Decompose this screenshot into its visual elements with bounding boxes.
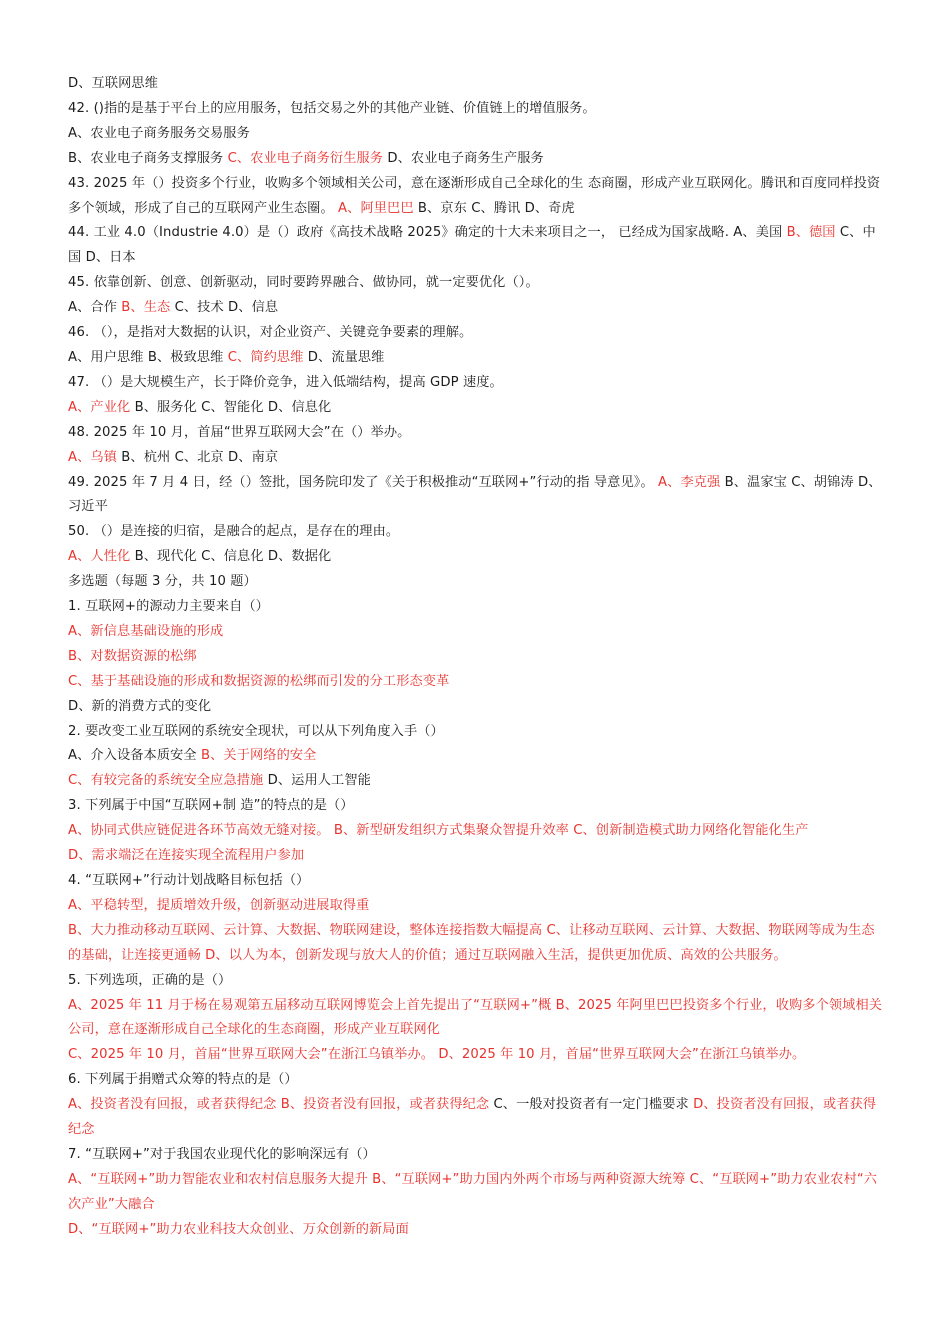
text-line: [68, 744, 886, 769]
answer-text: B、关于网络的安全: [201, 748, 317, 764]
question-text: A、用户思维 B、极致思维: [68, 349, 228, 365]
question-text: B、农业电子商务支撑服务: [68, 150, 228, 166]
text-line: [68, 221, 886, 271]
document-page: [68, 72, 886, 1243]
text-line: [68, 769, 886, 794]
question-text: B、服务化 C、智能化 D、信息化: [130, 399, 332, 415]
text-line: [68, 620, 886, 645]
answer-text: A、协同式供应链促进各环节高效无缝对接。 B、新型研发组织方式集聚众智提升效率 C、创新制造模式助力网络化智能化生产: [68, 823, 809, 839]
text-line: [68, 396, 886, 421]
answer-text: A、李克强: [658, 474, 721, 490]
text-line: [68, 520, 886, 545]
text-line: [68, 97, 886, 122]
answer-text: D、“互联网+”助力农业科技大众创业、万众创新的新局面: [68, 1221, 409, 1237]
text-line: [68, 844, 886, 869]
question-text: 1. 互联网+的源动力主要来自（）: [68, 599, 269, 615]
question-text: 多选题（每题 3 分，共 10 题）: [68, 574, 257, 590]
question-text: 42. ()指的是基于平台上的应用服务，包括交易之外的其他产业链、价值链上的增值服务。: [68, 100, 596, 116]
question-text: D、农业电子商务生产服务: [383, 150, 544, 166]
answer-text: B、对数据资源的松绑: [68, 648, 197, 664]
answer-text: A、阿里巴巴: [338, 200, 414, 216]
question-text: D、流量思维: [303, 349, 385, 365]
question-text: D、运用人工智能: [263, 773, 371, 789]
answer-text: B、大力推动移动互联网、云计算、大数据、物联网建设，整体连接指数大幅提高: [68, 922, 547, 938]
question-text: 46. （），是指对大数据的认识，对企业资产、关键竞争要素的理解。: [68, 325, 473, 341]
text-line: [68, 794, 886, 819]
answer-text: C、简约思维: [227, 349, 304, 365]
question-text: A、合作: [68, 300, 122, 316]
question-text: C、一般对投资者有一定门槛要求: [489, 1097, 694, 1113]
question-text: B、京东 C、腾讯 D、奇虎: [413, 200, 575, 216]
answer-text: A、新信息基础设施的形成: [68, 623, 224, 639]
question-text: 5. 下列选项，正确的是（）: [68, 972, 232, 988]
answer-text: C、有较完备的系统安全应急措施: [68, 773, 264, 789]
text-line: [68, 1218, 886, 1243]
text-line: [68, 695, 886, 720]
text-line: [68, 670, 886, 695]
answer-text: D、投资者没有回报，或者获得纪念: [68, 1097, 877, 1138]
question-text: 6. 下列属于捐赠式众筹的特点的是（）: [68, 1072, 298, 1088]
text-line: [68, 471, 886, 521]
text-line: [68, 271, 886, 296]
question-text: 50. （）是连接的归宿，是融合的起点，是存在的理由。: [68, 524, 400, 540]
text-line: [68, 321, 886, 346]
question-text: A、介入设备本质安全: [68, 748, 201, 764]
answer-text: A、“互联网+”助力智能农业和农村信息服务大提升 B、“互联网+”助力国内外两个市场与两种资源大统筹 C、“互联网+”助力农业农村“六次产业”大融合: [68, 1171, 878, 1212]
text-line: [68, 371, 886, 396]
text-line: [68, 346, 886, 371]
question-text: B、现代化 C、信息化 D、数据化: [130, 549, 332, 565]
text-line: [68, 1168, 886, 1218]
text-line: [68, 645, 886, 670]
answer-text: A、2025 年 11 月于杨在易观第五届移动互联网博览会上首先提出了“互联网+”概 B、2025 年阿里巴巴投资多个行业，收购多个领域相关公司，意在逐渐形成自己全球化的生态商圈，形成产业互联网化: [68, 997, 883, 1038]
answer-text: C、让移动互联网、云计算、大数据、物联网等成为生态的基础，让连接更通畅: [68, 922, 875, 963]
question-text: B、温家宝 C、胡锦涛 D、习近平: [68, 474, 882, 515]
text-line: [68, 570, 886, 595]
text-line: [68, 72, 886, 97]
question-text: 47. （）是大规模生产，长于降价竞争，进入低端结构，提高 GDP 速度。: [68, 374, 503, 390]
text-line: [68, 1043, 886, 1068]
answer-text: B、德国: [786, 225, 836, 241]
answer-text: A、乌镇: [68, 449, 117, 465]
question-text: B、杭州 C、北京 D、南京: [116, 449, 279, 465]
text-line: [68, 969, 886, 994]
text-line: [68, 147, 886, 172]
answer-text: C、农业电子商务衍生服务: [227, 150, 384, 166]
answer-text: D、以人为本，创新发现与放大人的价值；通过互联网融入生活，提供更加优质、高效的公共服务。: [205, 947, 787, 963]
answer-text: C、基于基础设施的形成和数据资源的松绑而引发的分工形态变革: [68, 673, 450, 689]
text-line: [68, 919, 886, 969]
question-text: 48. 2025 年 10 月，首届“世界互联网大会”在（）举办。: [68, 424, 411, 440]
text-line: [68, 545, 886, 570]
text-line: [68, 1068, 886, 1093]
question-text: 3. 下列属于中国“互联网+制 造”的特点的是（）: [68, 798, 354, 814]
text-line: [68, 595, 886, 620]
text-line: [68, 172, 886, 222]
text-line: [68, 994, 886, 1044]
text-line: [68, 421, 886, 446]
answer-text: A、产业化: [68, 399, 131, 415]
question-text: 45. 依靠创新、创意、创新驱动，同时要跨界融合、做协同，就一定要优化（）。: [68, 275, 539, 291]
text-line: [68, 720, 886, 745]
text-line: [68, 819, 886, 844]
question-text: D、新的消费方式的变化: [68, 698, 212, 714]
answer-text: D、需求端泛在连接实现全流程用户参加: [68, 848, 305, 864]
text-line: [68, 894, 886, 919]
answer-text: A、平稳转型，提质增效升级，创新驱动进展取得重: [68, 897, 370, 913]
question-text: 43. 2025 年（）投资多个行业，收购多个领域相关公司，意在逐渐形成自己全球化的生 态商圈，形成产业互联网化。腾讯和百度同样投资多个领域，形成了自己的互联网产业生态圈。: [68, 175, 881, 216]
answer-text: A、投资者没有回报，或者获得纪念 B、投资者没有回报，或者获得纪念: [68, 1097, 490, 1113]
question-text: D、互联网思维: [68, 76, 158, 91]
question-text: A、农业电子商务服务交易服务: [68, 125, 250, 141]
text-line: [68, 296, 886, 321]
answer-text: A、人性化: [68, 549, 131, 565]
text-line: [68, 446, 886, 471]
question-text: 49. 2025 年 7 月 4 日，经（）签批，国务院印发了《关于积极推动“互联网+”行动的指 导意见》。: [68, 474, 659, 490]
question-text: 2. 要改变工业互联网的系统安全现状，可以从下列角度入手（）: [68, 723, 444, 739]
text-line: [68, 1143, 886, 1168]
text-line: [68, 1093, 886, 1143]
question-text: 4. “互联网+”行动计划战略目标包括（）: [68, 873, 310, 888]
question-text: C、中国 D、日本: [68, 225, 876, 266]
text-line: [68, 122, 886, 147]
answer-text: B、生态: [121, 300, 171, 316]
question-text: C、技术 D、信息: [170, 300, 279, 316]
answer-text: C、2025 年 10 月，首届“世界互联网大会”在浙江乌镇举办。 D、2025 年 10 月，首届“世界互联网大会”在浙江乌镇举办。: [68, 1047, 806, 1063]
question-text: 44. 工业 4.0（Industrie 4.0）是（）政府《高技术战略 2025》确定的十大未来项目之一， 已经成为国家战略. A、美国: [68, 225, 787, 241]
text-line: [68, 869, 886, 894]
question-text: 7. “互联网+”对于我国农业现代化的影响深远有（）: [68, 1146, 376, 1162]
